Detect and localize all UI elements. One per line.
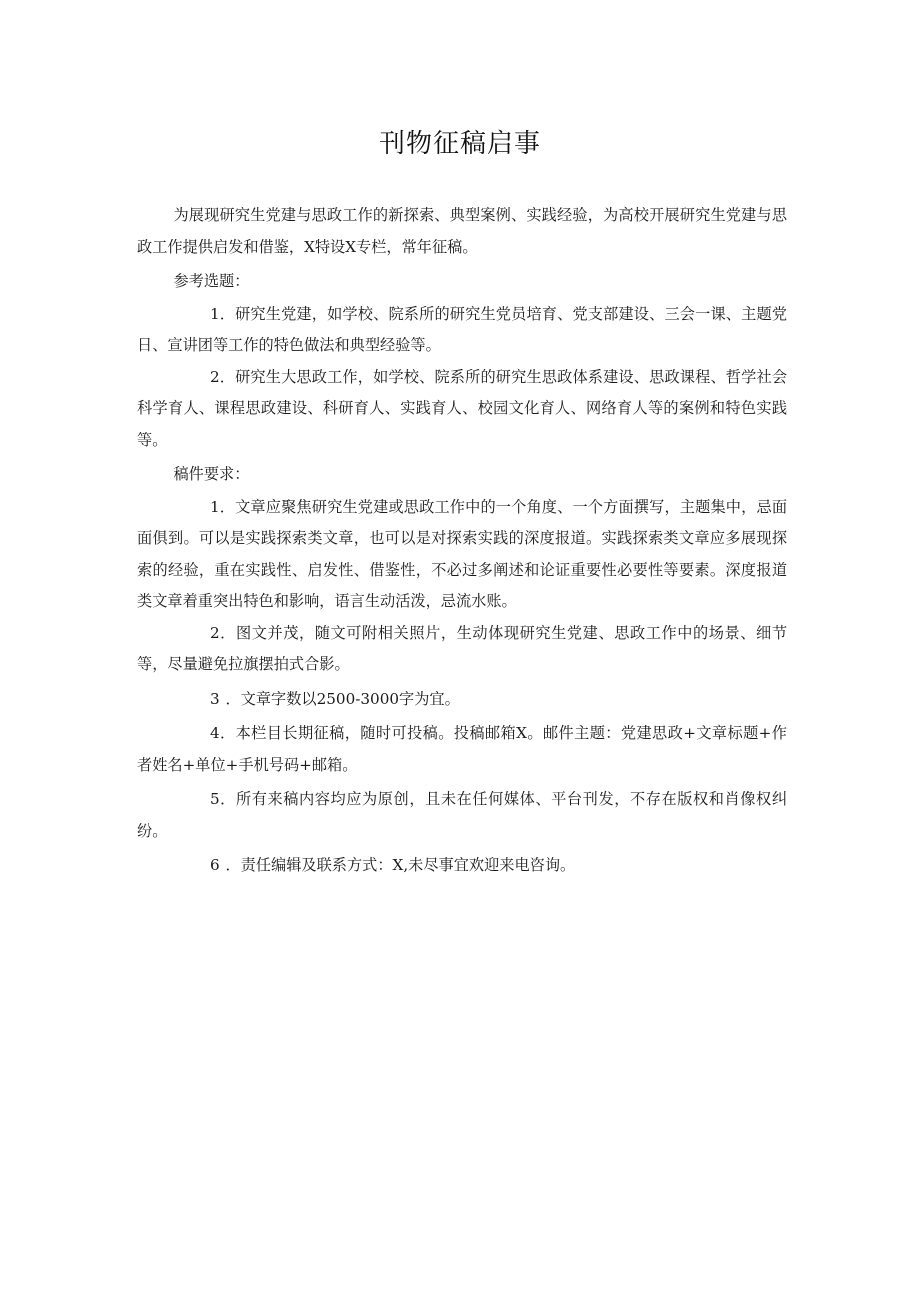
requirement-number: 1: [209, 497, 220, 516]
requirement-number: 6: [209, 856, 220, 874]
requirement-item: [137, 784, 787, 847]
topic-number: 1: [209, 304, 220, 323]
requirement-text: ．本栏目长期征稿，随时可投稿。投稿邮箱X。邮件主题：党建思政+文章标题+作者姓名+单位+手机号码+邮箱。: [137, 724, 787, 774]
document-title: 刊物征稿启事: [378, 129, 541, 159]
topic-item: [137, 299, 787, 362]
requirement-item: [137, 618, 787, 681]
requirement-item: [137, 850, 787, 882]
topic-text: ．研究生党建，如学校、院系所的研究生党员培育、党支部建设、三会一课、主题党日、宣讲团等工作的特色做法和典型经验等。: [137, 304, 787, 354]
requirement-text: ．文章字数以2500-3000字为宜。: [225, 689, 460, 708]
topic-number: 2: [209, 367, 220, 386]
topic-item: [137, 362, 787, 457]
document-body: [137, 200, 787, 882]
requirement-text: ．文章应聚焦研究生党建或思政工作中的一个角度、一个方面撰写，主题集中，忌面面俱到。可以是实践探索类文章，也可以是对探索实践的深度报道。实践探索类文章应多展现探索的经验，重在实践性、启发性、借鉴性，不必过多阐述和论证重要性必要性等要素。深度报道类文章着重突出特色和影响，语言生动活泼，忌流水账。: [137, 497, 787, 610]
requirement-text: ．图文并茂，随文可附相关照片，生动体现研究生党建、思政工作中的场景、细节等，尽量避免拉旗摆拍式合影。: [137, 623, 787, 673]
requirement-item: [137, 492, 787, 618]
requirement-item: [137, 684, 787, 716]
requirement-number: 2: [209, 623, 220, 642]
topic-text: ．研究生大思政工作，如学校、院系所的研究生思政体系建设、思政课程、哲学社会科学育人、课程思政建设、科研育人、实践育人、校园文化育人、网络育人等的案例和特色实践等。: [137, 367, 787, 449]
requirement-text: ．责任编辑及联系方式：X,未尽事宜欢迎来电咨询。: [225, 856, 576, 874]
requirement-number: 4: [209, 724, 220, 742]
requirement-number: 5: [209, 790, 220, 808]
intro-paragraph: 为展现研究生党建与思政工作的新探索、典型案例、实践经验，为高校开展研究生党建与思政工作提供启发和借鉴，X特设X专栏，常年征稿。: [137, 206, 787, 256]
requirement-number: 3: [209, 689, 220, 708]
requirement-text: ．所有来稿内容均应为原创，且未在任何媒体、平台刊发，不存在版权和肖像权纠纷。: [137, 790, 787, 840]
requirements-heading: 稿件要求：: [173, 465, 250, 483]
topics-heading: 参考选题：: [173, 272, 250, 290]
requirement-item: [137, 718, 787, 781]
